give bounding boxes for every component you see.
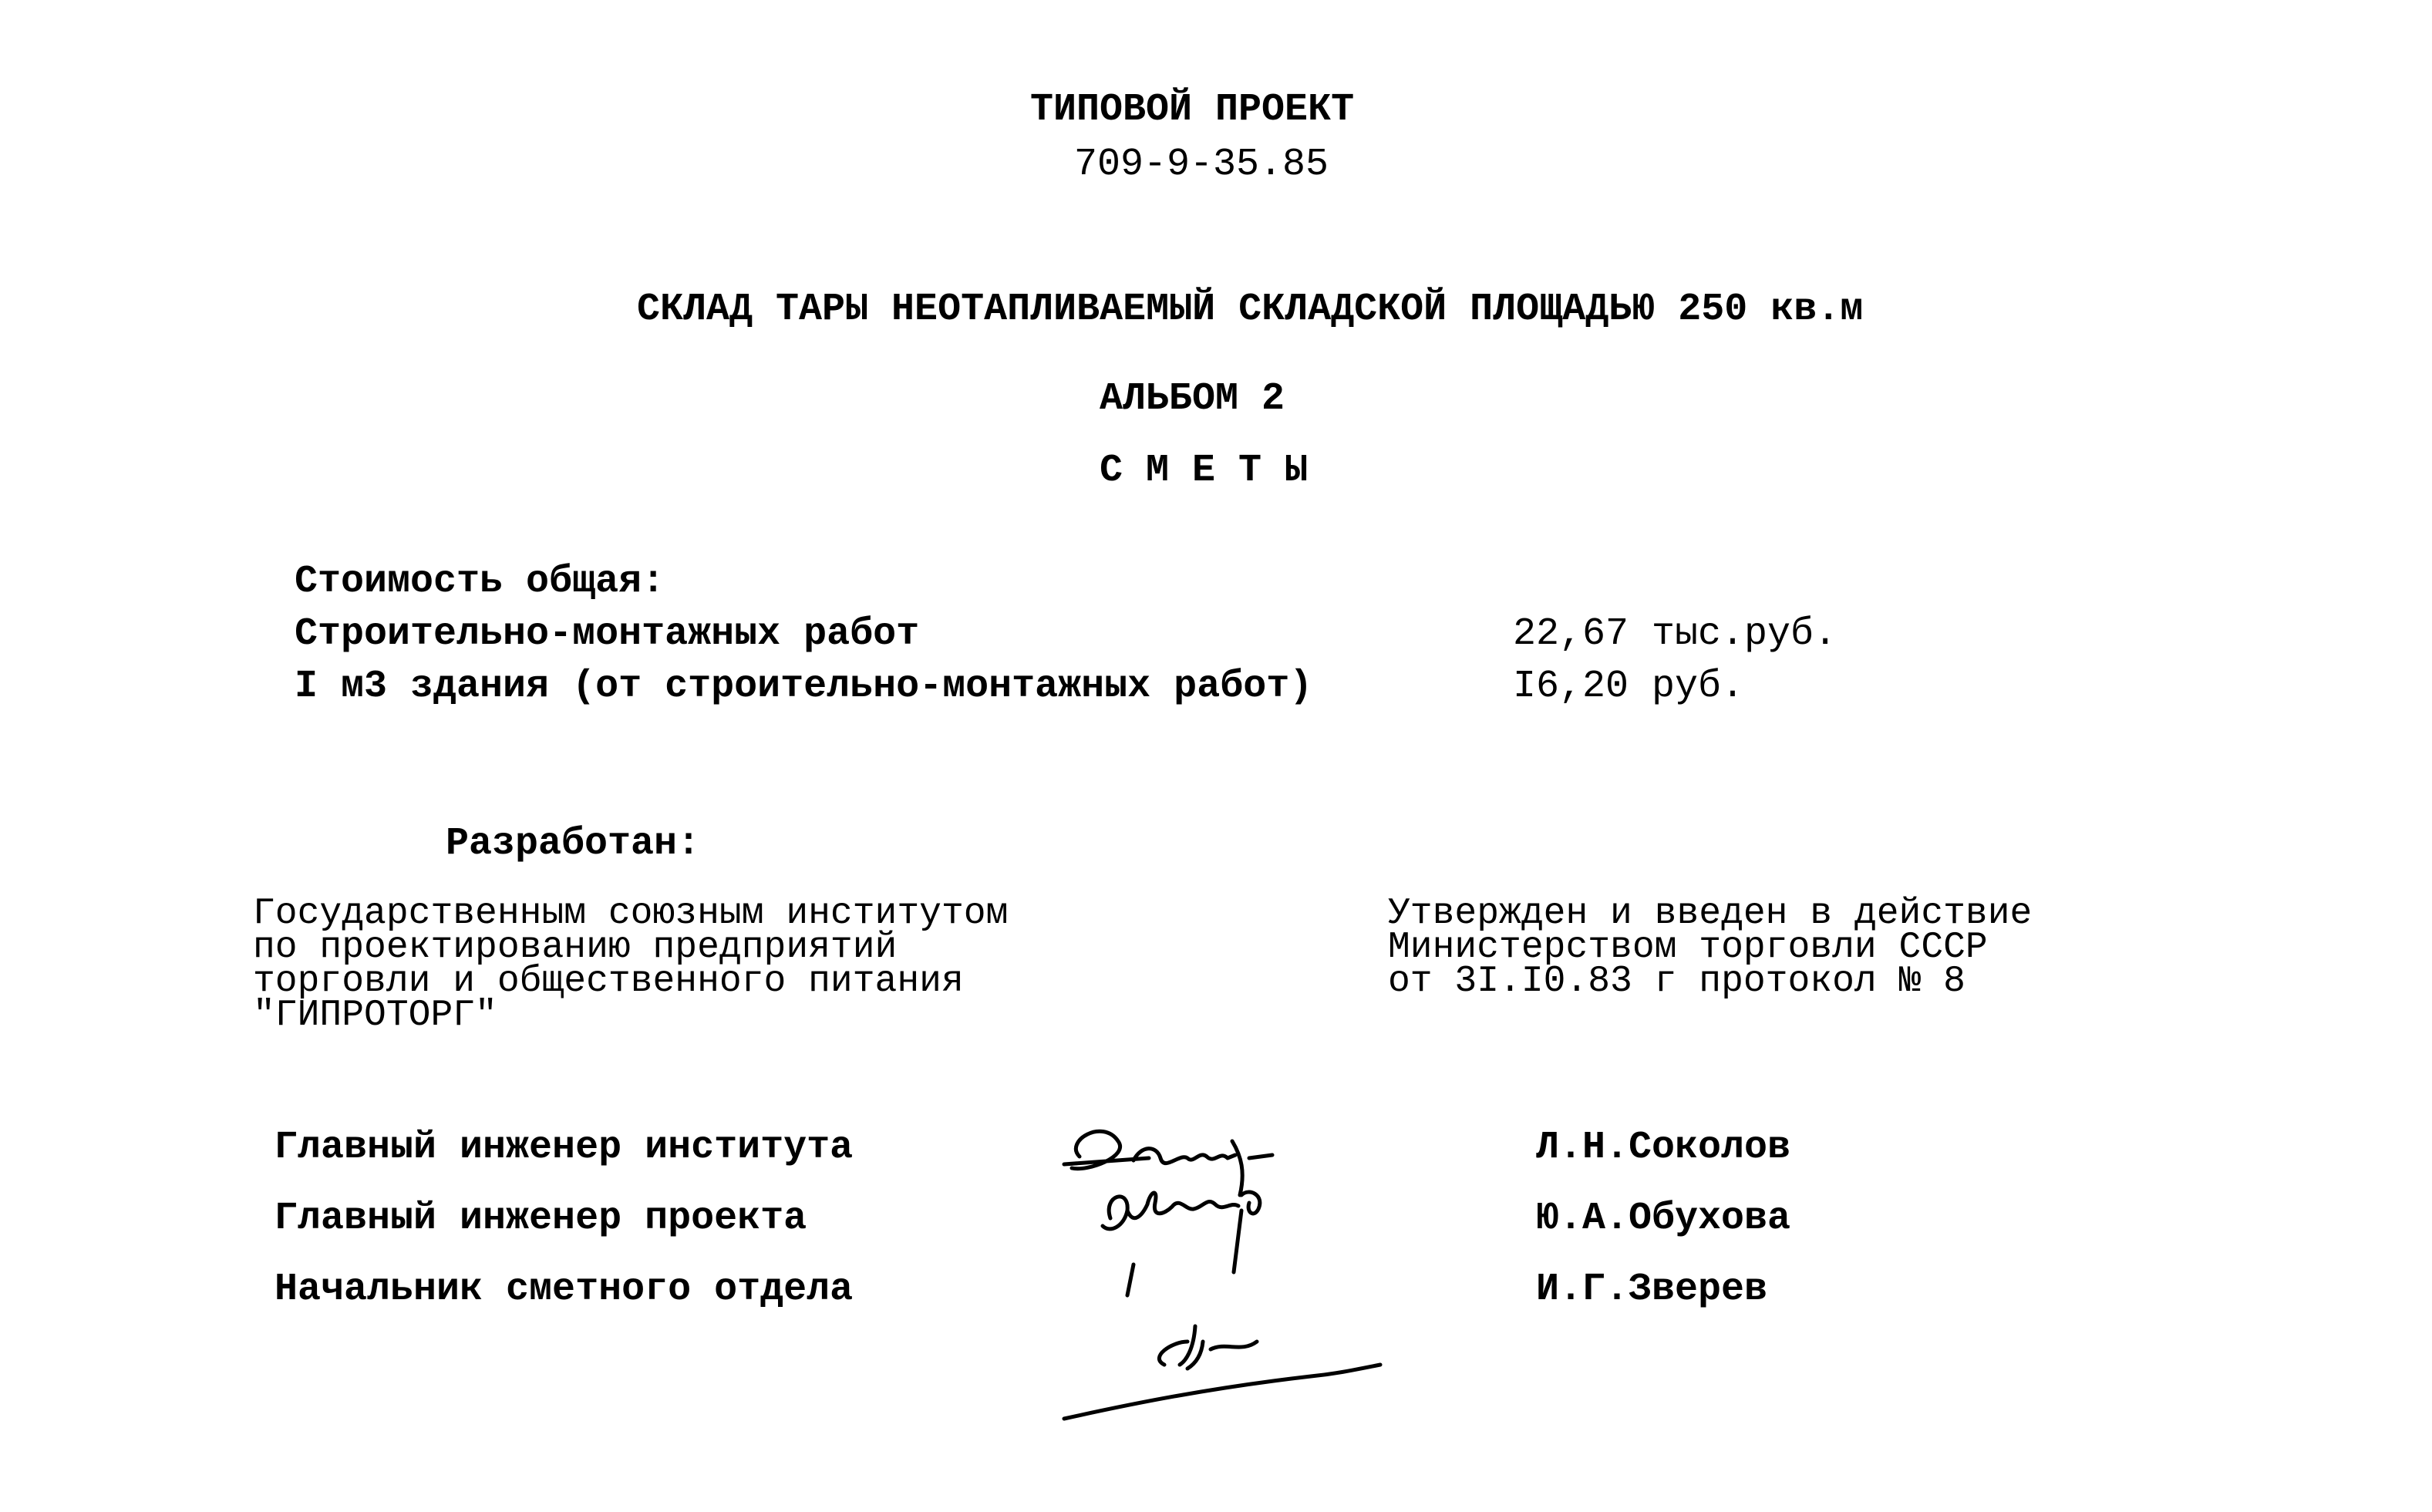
signatory-name: Л.Н.Соколов: [1536, 1126, 1791, 1170]
approval-line: Министерством торговли СССР: [1388, 927, 1988, 968]
signatory-name: Ю.А.Обухова: [1536, 1197, 1791, 1241]
album-label: АЛЬБОМ 2: [1100, 377, 1285, 421]
approval-block: [1388, 893, 2033, 1002]
developer-line: Государственным союзным институтом: [253, 893, 1009, 934]
cost-row-label: I м3 здания (от строительно-монтажных работ): [295, 665, 1313, 709]
approval-line: от 3I.I0.83 г протокол № 8: [1388, 961, 1965, 1002]
signatory-title: Главный инженер проекта: [275, 1197, 807, 1241]
cost-row-label: Строительно-монтажных работ: [295, 612, 920, 656]
developer-line: торговли и общественного питания: [253, 961, 964, 1002]
signature-mark: [1056, 1110, 1457, 1434]
cost-row-value: 22,67 тыс.руб.: [1513, 612, 1837, 656]
object-title: СКЛАД ТАРЫ НЕОТАПЛИВАЕМЫЙ СКЛАДСКОЙ ПЛОЩАДЬЮ 250 кв.м: [637, 288, 1864, 332]
developer-heading: Разработан:: [446, 822, 701, 866]
developer-block: [253, 893, 1009, 1036]
project-number: 709-9-35.85: [1074, 143, 1329, 187]
developer-line: "ГИПРОТОРГ": [253, 995, 497, 1036]
cost-row-value: I6,20 руб.: [1513, 665, 1745, 709]
section-title: С М Е Т Ы: [1100, 449, 1309, 493]
signatory-name: И.Г.Зверев: [1536, 1268, 1768, 1312]
signatory-title: Главный инженер института: [275, 1126, 854, 1170]
cost-heading: Стоимость общая:: [295, 560, 665, 604]
approval-line: Утвержден и введен в действие: [1388, 893, 2033, 934]
signatory-title: Начальник сметного отдела: [275, 1268, 854, 1312]
project-type: ТИПОВОЙ ПРОЕКТ: [1030, 88, 1355, 132]
developer-line: по проектированию предприятий: [253, 927, 898, 968]
